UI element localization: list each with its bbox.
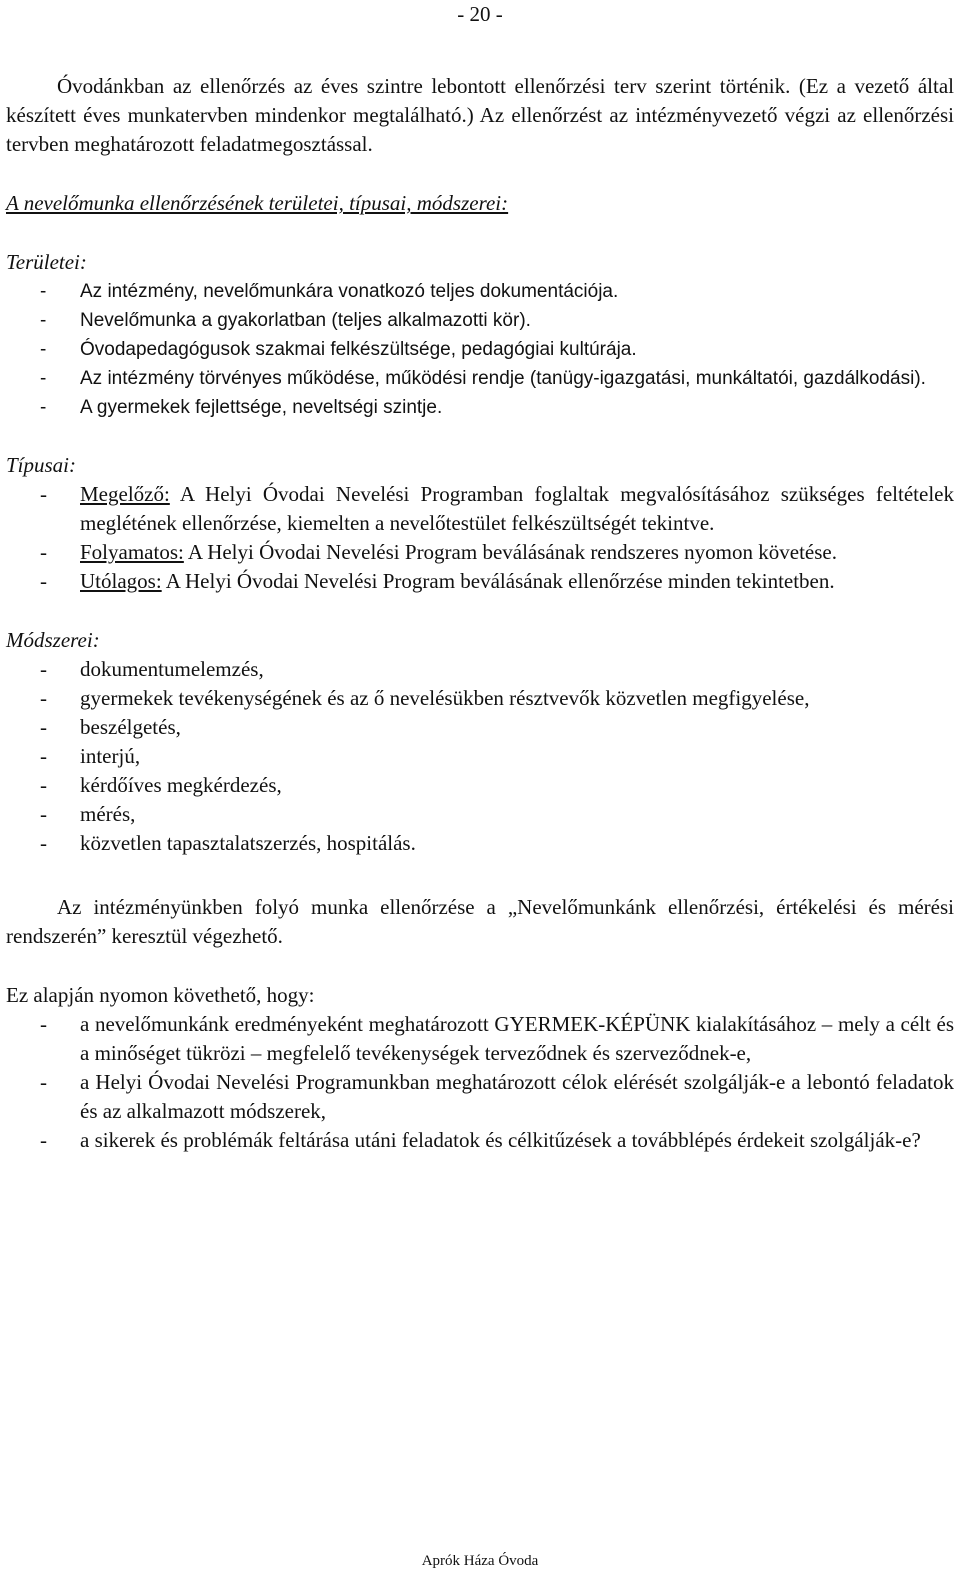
list-item bbox=[6, 335, 954, 364]
modszerei-label: Módszerei: bbox=[6, 628, 100, 652]
list-item bbox=[6, 480, 954, 538]
list-item bbox=[6, 771, 954, 800]
list-item bbox=[6, 364, 954, 393]
list-item-text: interjú, bbox=[80, 744, 141, 768]
list-item-text: Az intézmény, nevelőmunkára vonatkozó teljes dokumentációja. bbox=[80, 281, 619, 302]
list-item-text: dokumentumelemzés, bbox=[80, 657, 264, 681]
list-item bbox=[6, 538, 954, 567]
type-description: A Helyi Óvodai Nevelési Program beválásának ellenőrzése minden tekintetben. bbox=[161, 569, 835, 593]
dash-marker: - bbox=[40, 1012, 47, 1036]
list-item-text: közvetlen tapasztalatszerzés, hospitálás. bbox=[80, 831, 416, 855]
type-description: A Helyi Óvodai Nevelési Programban foglaltak megvalósításához szükséges feltételek meglétének ellenőrzése, kiemelten a nevelőtestület felkészültségét tekintve. bbox=[80, 482, 954, 535]
list-item bbox=[6, 393, 954, 422]
teruletei-label: Területei: bbox=[6, 250, 87, 274]
list-item-text: kérdőíves megkérdezés, bbox=[80, 773, 282, 797]
list-item bbox=[6, 306, 954, 335]
dash-marker: - bbox=[40, 569, 47, 593]
list-item bbox=[6, 684, 954, 713]
dash-marker: - bbox=[40, 1070, 47, 1094]
closing-paragraph: Az intézményünkben folyó munka ellenőrzése a „Nevelőmunkánk ellenőrzési, értékelési és mérési rendszerén” keresztül végezhető. bbox=[6, 895, 954, 948]
type-term: Folyamatos: bbox=[80, 540, 184, 564]
list-item-text: Nevelőmunka a gyakorlatban (teljes alkalmazotti kör). bbox=[80, 310, 531, 331]
list-item-text: Az intézmény törvényes működése, működési rendje (tanügy-igazgatási, munkáltatói, gazdálkodási). bbox=[80, 368, 926, 389]
type-term: Utólagos: bbox=[80, 569, 162, 593]
list-item-text: a nevelőmunkánk eredményeként meghatározott GYERMEK-KÉPÜNK kialakításához – mely a célt és a minőséget tükrözi – megfelelő tevékenységek terveződnek és szerveződnek-e, bbox=[80, 1012, 954, 1065]
list-item bbox=[6, 829, 954, 858]
dash-marker: - bbox=[40, 368, 47, 389]
followup-list bbox=[6, 1010, 954, 1155]
list-item-text: a Helyi Óvodai Nevelési Programunkban meghatározott célok elérését szolgálják-e a lebontó feladatok és az alkalmazott módszerek, bbox=[80, 1070, 954, 1123]
list-item bbox=[6, 742, 954, 771]
dash-marker: - bbox=[40, 802, 47, 826]
dash-marker: - bbox=[40, 397, 47, 418]
list-item bbox=[6, 567, 954, 596]
dash-marker: - bbox=[40, 657, 47, 681]
tipusai-list bbox=[6, 480, 954, 596]
tipusai-label: Típusai: bbox=[6, 453, 77, 477]
followup-intro: Ez alapján nyomon követhető, hogy: bbox=[6, 983, 315, 1007]
dash-marker: - bbox=[40, 540, 47, 564]
teruletei-list bbox=[6, 277, 954, 422]
list-item bbox=[6, 713, 954, 742]
list-item bbox=[6, 277, 954, 306]
type-description: A Helyi Óvodai Nevelési Program beválásának rendszeres nyomon követése. bbox=[183, 540, 837, 564]
dash-marker: - bbox=[40, 831, 47, 855]
document-body bbox=[6, 72, 954, 1155]
list-item-text: gyermekek tevékenységének és az ő nevelésükben résztvevők közvetlen megfigyelése, bbox=[80, 686, 810, 710]
footer-label: Aprók Háza Óvoda bbox=[421, 1553, 539, 1569]
dash-marker: - bbox=[40, 744, 47, 768]
list-item bbox=[6, 1126, 954, 1155]
dash-marker: - bbox=[40, 686, 47, 710]
list-item bbox=[6, 1010, 954, 1068]
list-item-text: mérés, bbox=[80, 802, 136, 826]
type-term: Megelőző: bbox=[80, 482, 170, 506]
list-item-text: a sikerek és problémák feltárása utáni feladatok és célkitűzések a továbblépés érdekeit szolgálják-e? bbox=[80, 1128, 921, 1152]
modszerei-list bbox=[6, 655, 954, 858]
intro-paragraph: Óvodánkban az ellenőrzés az éves szintre lebontott ellenőrzési terv szerint történik. (Ez a vezető által készített éves munkatervben mindenkor megtalálható.) Az ellenőrzést az intézményvezető végzi az ellenőrzési tervben meghatározott feladatmegosztással. bbox=[6, 74, 954, 156]
list-item-text: beszélgetés, bbox=[80, 715, 181, 739]
dash-marker: - bbox=[40, 773, 47, 797]
list-item bbox=[6, 655, 954, 684]
dash-marker: - bbox=[40, 281, 47, 302]
list-item-text: Óvodapedagógusok szakmai felkészültsége, pedagógiai kultúrája. bbox=[80, 339, 637, 360]
section-heading: A nevelőmunka ellenőrzésének területei, típusai, módszerei: bbox=[6, 191, 509, 215]
dash-marker: - bbox=[40, 339, 47, 360]
list-item bbox=[6, 1068, 954, 1126]
list-item bbox=[6, 800, 954, 829]
dash-marker: - bbox=[40, 1128, 47, 1152]
dash-marker: - bbox=[40, 715, 47, 739]
page-number: - 20 - bbox=[457, 2, 503, 26]
list-item-text: A gyermekek fejlettsége, neveltségi szintje. bbox=[80, 397, 443, 418]
dash-marker: - bbox=[40, 310, 47, 331]
dash-marker: - bbox=[40, 482, 47, 506]
